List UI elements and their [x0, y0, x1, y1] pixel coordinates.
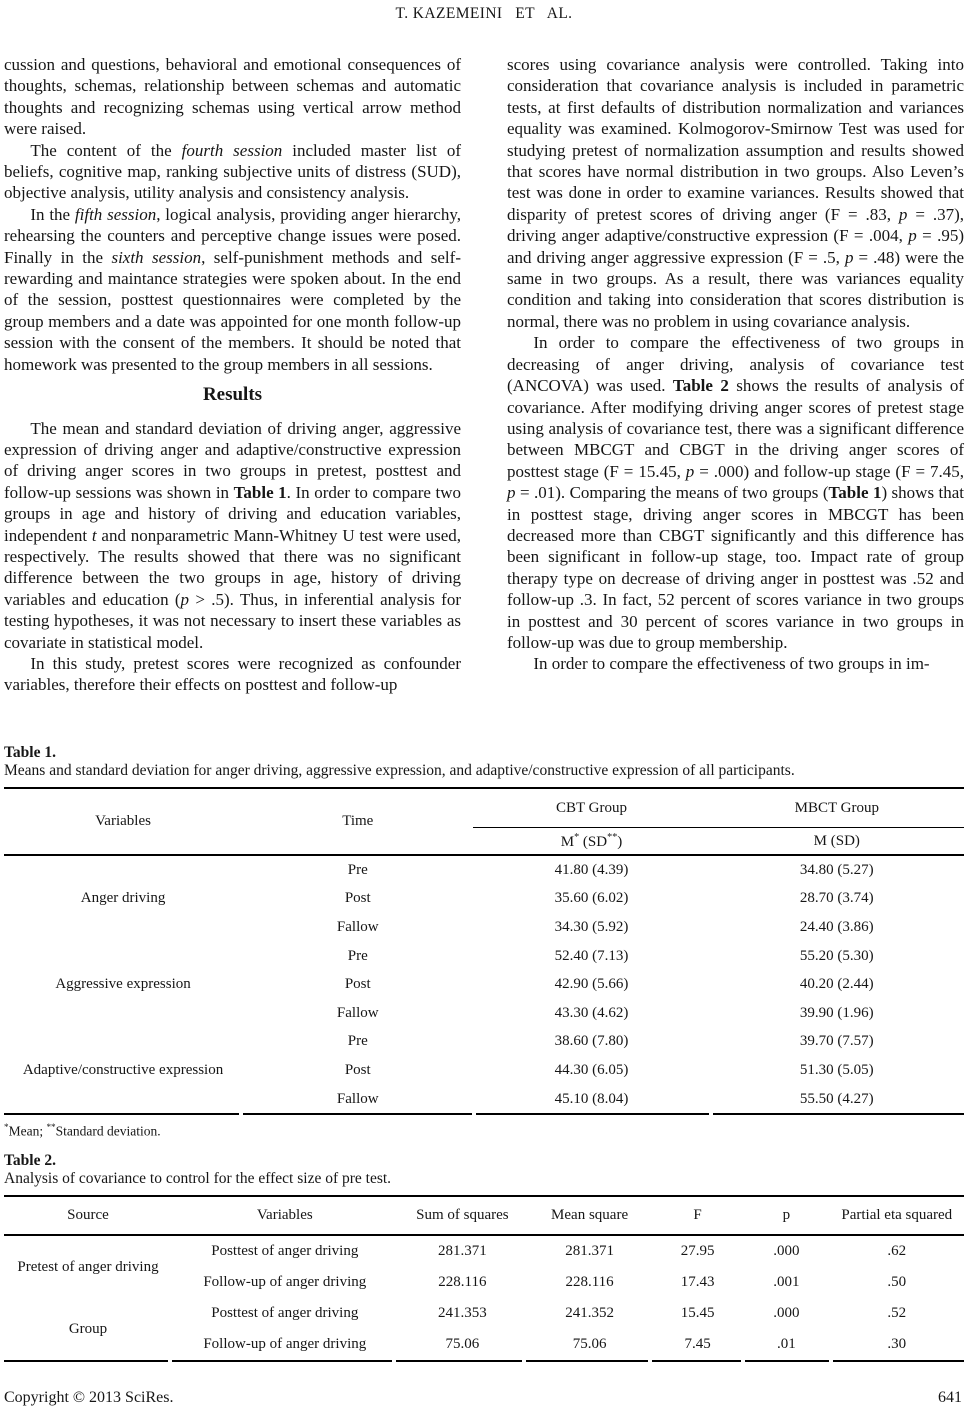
table2-cell: 75.06 [445, 1336, 480, 1352]
table2-cell: .01 [776, 1336, 796, 1352]
table1-cell: 39.70 (7.57) [799, 1033, 874, 1050]
table1-cell: 52.40 (7.13) [554, 947, 629, 964]
text-segment: cussion and questions, behavioral and emotional consequences of thoughts, schemas, relationship between schemas and automatic thoughts and recognizing schemas using vertical arrow method were raised. [4, 55, 461, 139]
paragraph [507, 653, 964, 674]
table2-header-cell [830, 1196, 964, 1235]
table2-cell: 228.116 [438, 1274, 487, 1290]
paragraph [4, 653, 461, 696]
table1-cell: 51.30 (5.05) [799, 1061, 874, 1078]
table2-header [4, 1196, 964, 1235]
table1-bottom-rule [4, 1113, 964, 1115]
table2-source-cell: Group [68, 1320, 108, 1337]
rule-segment [4, 1113, 239, 1115]
table1 [4, 787, 964, 1113]
text-segment: ** [46, 1122, 56, 1133]
text-segment: ** [607, 831, 618, 843]
table1-header-variables: Variables [4, 788, 242, 855]
table1-cell: 55.50 (4.27) [799, 1090, 874, 1107]
table2-cell: Posttest of anger driving [211, 1305, 359, 1321]
table1-header-mbct-msd [710, 828, 964, 856]
text-segment: Partial eta squared [841, 1207, 953, 1223]
table1-cell: 55.20 (5.30) [799, 947, 874, 964]
rule-segment [833, 1360, 964, 1362]
table1-cell: 43.30 (4.62) [554, 1004, 629, 1021]
table2-cell: 17.43 [680, 1274, 715, 1290]
text-segment: included master list of beliefs, cognitive map, ranking subjective units of distress (SUD), objective analysis, utility analysis and consistency analysis. [4, 140, 461, 203]
table1-cell: Post [344, 890, 371, 907]
table2-header-cell [4, 1196, 172, 1235]
text-segment: shows the results of analysis of covariance. After modifying driving anger scores of pretest stage using analysis of covariance test, there was a significant difference between MBCGT and CBGT in the driving anger scores of posttest stage (F = 15.45, [507, 376, 964, 481]
rule-segment [745, 1360, 829, 1362]
paragraph [4, 204, 461, 375]
table2-header-cell [743, 1196, 829, 1235]
table2-section [4, 1152, 964, 1362]
table2-cell: 281.371 [565, 1243, 614, 1259]
rule-segment [526, 1360, 648, 1362]
text-segment: Mean square [551, 1207, 629, 1223]
text-segment: F [693, 1207, 702, 1223]
page-footer [4, 1389, 962, 1407]
table2-header-cell [398, 1196, 528, 1235]
rule-segment [243, 1113, 471, 1115]
paragraph [4, 140, 461, 204]
right-column [507, 54, 964, 696]
table2-cell: .52 [887, 1305, 907, 1321]
text-segment: Source [67, 1207, 109, 1223]
table2-cell: .001 [773, 1274, 800, 1290]
copyright-text: Copyright © 2013 SciRes. [4, 1389, 174, 1406]
table2-cell: 7.45 [684, 1336, 711, 1352]
table1-body [4, 855, 964, 1113]
text-segment: The mean and standard deviation of driving anger, aggressive expression of driving anger and adaptive/constructive expression of driving anger scores in two groups in pretest, posttest and follow-up sessions was shown in [4, 418, 461, 502]
table1-cell: 45.10 (8.04) [554, 1090, 629, 1107]
text-segment: p [898, 204, 908, 224]
table1-cell: 24.40 (3.86) [799, 918, 874, 935]
table1-header-mbct-group: MBCT Group [710, 788, 964, 828]
table2-cell: .000 [773, 1243, 800, 1259]
table1-cell: 41.80 (4.39) [554, 861, 629, 878]
table1-caption: Means and standard deviation for anger driving, aggressive expression, and adaptive/constructive expression of all participants. [4, 762, 795, 779]
table1-cell: 44.30 (6.05) [554, 1061, 629, 1078]
text-segment: = .48) were the same in two groups. As a result, there was variances equality condition and taking into consideration that scores distribution is normal, there was no problem in using covariance analysis. [507, 247, 964, 331]
table1-label: Table 1. [4, 744, 56, 761]
paragraph [507, 54, 964, 332]
text-segment: fifth session [74, 204, 157, 224]
table1-cell: 34.30 (5.92) [554, 918, 629, 935]
table2 [4, 1195, 964, 1360]
text-segment: (SD [579, 833, 608, 850]
text-segment: * [4, 1122, 9, 1133]
text-segment: scores using covariance analysis were controlled. Taking into consideration that covariance analysis is included in parametric tests, at first defaults of distribution normalization and variances equality was examined. Kolmogorov-Smirnow Test was used for studying pretest of normalization assumption and results showed that scores have normal distribution in two groups. Also Leven’s test was done in order to examine variances. Results showed that disparity of pretest scores of driving anger (F = .83, [507, 55, 964, 224]
text-segment: . In order to compare two groups in age and history of driving and education variables, independent [4, 482, 461, 545]
table1-cell: 35.60 (6.02) [554, 890, 629, 907]
rule-segment [652, 1360, 741, 1362]
table1-row [4, 1028, 964, 1057]
rule-segment [172, 1360, 392, 1362]
table1-cell: Post [344, 976, 371, 993]
paragraph [4, 54, 461, 140]
table2-body [4, 1235, 964, 1360]
table1-header-row-groups [4, 788, 964, 828]
page-number: 641 [938, 1389, 962, 1406]
text-segment: The content of the [30, 140, 182, 160]
table2-cell: 27.95 [680, 1243, 715, 1259]
table2-cell: .50 [887, 1274, 907, 1290]
table1-footnote [4, 1122, 964, 1140]
text-segment: Table 2 [672, 376, 729, 396]
table1-cell: Fallow [336, 1090, 379, 1107]
table2-source-cell: Pretest of anger driving [17, 1258, 159, 1275]
section-heading: Results [202, 384, 263, 406]
rule-segment [476, 1113, 709, 1115]
text-segment: = .000) and follow-up stage (F = 7.45, [694, 461, 964, 481]
table1-header-cbt-msd [473, 828, 709, 856]
table1-cell: 38.60 (7.80) [554, 1033, 629, 1050]
table2-cell: 241.352 [565, 1305, 614, 1321]
text-segment: M [560, 833, 575, 850]
table2-label: Table 2. [4, 1152, 56, 1169]
text-segment: and nonparametric Mann-Whitney U test were used, respectively. The results showed that there was no significant difference between the two groups in age, history of driving variables and education ( [4, 525, 461, 609]
text-segment: In this study, pretest scores were recognized as confounder variables, therefore their effects on posttest and follow-up [4, 653, 461, 695]
text-segment: > .5). Thus, in inferential analysis for testing hypotheses, it was not necessary to insert these variables as covariate in statistical model. [4, 589, 461, 652]
paragraph [4, 418, 461, 653]
table1-cell: 40.20 (2.44) [799, 976, 874, 993]
text-segment: Table 1 [233, 482, 287, 502]
table2-cell: 241.353 [438, 1305, 487, 1321]
rule-segment [396, 1360, 522, 1362]
table1-section [4, 744, 964, 1140]
table1-cell: Fallow [336, 1004, 379, 1021]
table2-cell: Follow-up of anger driving [203, 1336, 367, 1352]
text-segment: p [908, 226, 917, 246]
text-segment: In order to compare the effectiveness of two groups in im- [533, 654, 930, 674]
table1-cell: 39.90 (1.96) [799, 1004, 874, 1021]
rule-segment [713, 1113, 964, 1115]
text-segment: , self-punishment methods and self-rewarding and maintance strategies were spoken about. In the end of the session, posttest questionnaires were completed by the group members and a date was appointed for one month follow-up session with the consent of the members. It should be noted that homework was presented to the group members in all sessions. [4, 247, 461, 374]
left-column [4, 54, 461, 696]
table2-cell: .000 [773, 1305, 800, 1321]
text-segment: p [180, 589, 190, 609]
table1-cell: 34.80 (5.27) [799, 861, 874, 878]
table2-cell: 75.06 [572, 1336, 607, 1352]
text-segment: = .95) and driving anger aggressive expression (F = .5, [507, 226, 964, 267]
text-segment: M (SD) [813, 832, 860, 849]
table2-cell: 228.116 [565, 1274, 614, 1290]
table2-row [4, 1235, 964, 1267]
table2-cell: Follow-up of anger driving [203, 1274, 367, 1290]
text-segment: ) [617, 833, 623, 850]
table2-header-cell [527, 1196, 652, 1235]
table2-cell: 15.45 [680, 1305, 715, 1321]
text-segment: , logical analysis, providing anger hierarchy, rehearsing the counters and perceptive change issues were posed. Finally in the [4, 204, 462, 267]
table2-cell: .62 [887, 1243, 907, 1259]
text-segment: p [685, 461, 695, 481]
text-segment: Sum of squares [416, 1207, 509, 1223]
table2-caption: Analysis of covariance to control for the effect size of pre test. [4, 1170, 392, 1187]
table1-row [4, 942, 964, 971]
text-segment: In the [30, 204, 75, 224]
text-segment: Table 1 [828, 483, 882, 503]
table2-cell: 281.371 [438, 1243, 487, 1259]
table1-header-cbt-group: CBT Group [473, 788, 709, 828]
table1-header-time: Time [242, 788, 473, 855]
table1-variable-cell: Adaptive/constructive expression [22, 1061, 224, 1078]
table1-cell: 28.70 (3.74) [799, 890, 874, 907]
text-segment: * [574, 831, 580, 843]
text-segment: p [782, 1207, 791, 1223]
paragraph [507, 332, 964, 653]
text-segment: fourth session [181, 140, 283, 160]
text-segment: ) shows that in posttest stage, driving anger scores in MBCGT has been decreased more than CBGT significantly and this difference has been significant in follow-up stage, too. Impact rate of group therapy type on decrease of driving anger in posttest was .52 and follow-up .3. In fact, 52 percent of scores variance in two groups in posttest and 30 percent of scores variance in two groups in follow-up was due to group membership. [507, 483, 964, 652]
table1-cell: Pre [347, 947, 368, 964]
table1-cell: Pre [347, 1033, 368, 1050]
text-segment: Standard deviation. [55, 1123, 161, 1139]
text-segment: Mean; [8, 1123, 47, 1139]
text-segment: = .37), driving anger adaptive/constructive expression (F = .004, [507, 204, 964, 246]
table2-cell: Posttest of anger driving [211, 1243, 359, 1259]
table2-header-cell [172, 1196, 398, 1235]
table1-cell: Pre [347, 861, 368, 878]
text-segment: sixth session [111, 247, 202, 267]
table2-header-cell [652, 1196, 743, 1235]
text-segment: t [91, 525, 97, 545]
table1-variable-cell: Anger driving [80, 890, 166, 907]
table2-header-row [4, 1196, 964, 1235]
text-segment: p [507, 483, 516, 503]
rule-segment [4, 1360, 168, 1362]
table1-cell: Post [344, 1061, 371, 1078]
table1-header [4, 788, 964, 855]
table2-cell: .30 [887, 1336, 907, 1352]
text-segment: p [844, 247, 854, 267]
body-columns [4, 54, 964, 696]
text-segment: In order to compare the effectiveness of two groups in decreasing of anger driving, analysis of covariance test (ANCOVA) was used. [507, 333, 964, 396]
table1-cell: Fallow [336, 918, 379, 935]
text-segment: = .01). Comparing the means of two groups ( [515, 483, 829, 503]
table1-cell: 42.90 (5.66) [554, 976, 629, 993]
table2-row [4, 1298, 964, 1329]
running-head: T. KAZEMEINI ET AL. [395, 5, 573, 22]
table1-variable-cell: Aggressive expression [55, 976, 191, 993]
table1-row [4, 855, 964, 885]
text-segment: Variables [256, 1207, 313, 1223]
table2-bottom-rule [4, 1360, 964, 1362]
